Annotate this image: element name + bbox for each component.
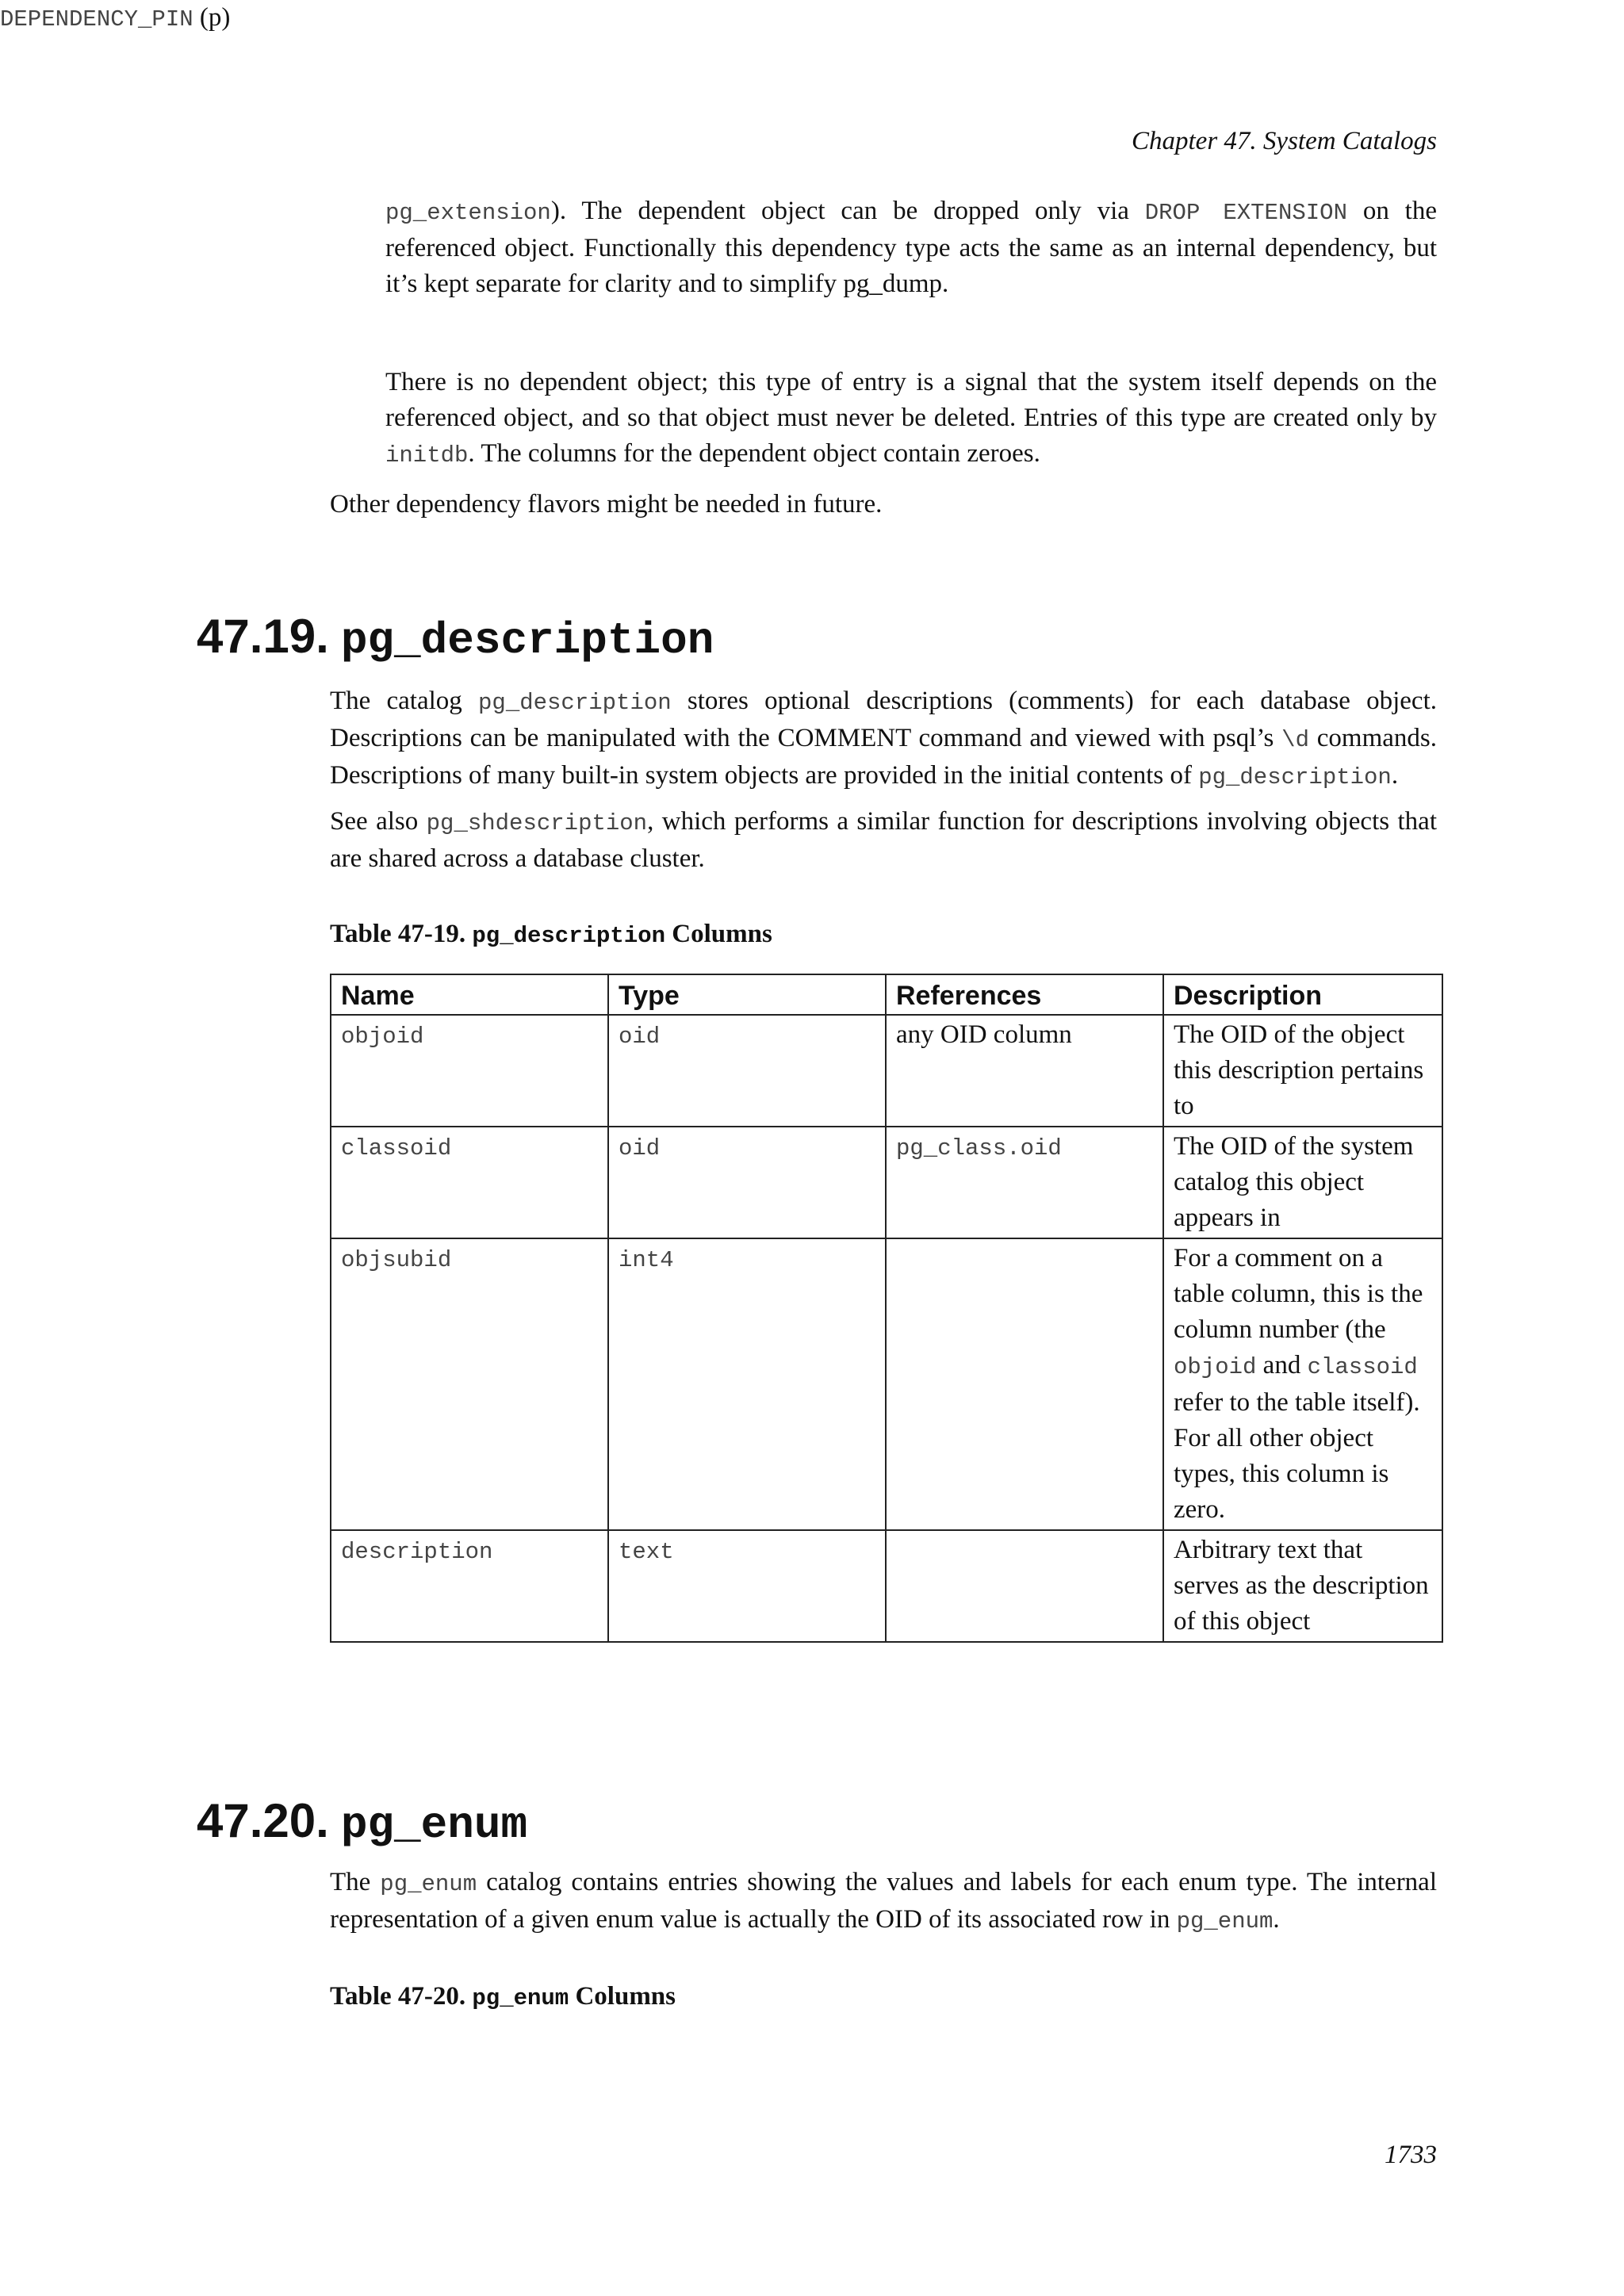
cell-type (608, 1530, 886, 1642)
section-heading-pg-description (197, 609, 714, 668)
inline-code: pg_class.oid (896, 1135, 1062, 1161)
inline-code: objoid (1174, 1354, 1257, 1380)
table-caption-47-20 (330, 1982, 676, 2011)
text-run: . (1391, 761, 1399, 790)
text-run: Columns (665, 920, 772, 948)
text-run: Table 47-20. (330, 1982, 473, 2011)
pg-enum-intro-paragraph (330, 1865, 1437, 1939)
text-run: on the referenced object. Functionally this dependency type acts the same as an internal dependency, but it’s kept separate for clarity and to simplify pg_dump. (385, 197, 1437, 298)
inline-code: pg_enum (1176, 1908, 1274, 1934)
cell-type (608, 1127, 886, 1238)
text-run: The (330, 1868, 381, 1896)
text-run: The catalog (330, 687, 479, 715)
other-flavors-paragraph: Other dependency flavors might be needed in future. (330, 490, 883, 519)
cell-description (1163, 1238, 1442, 1530)
text-run: See also (330, 807, 427, 836)
inline-code: int4 (619, 1247, 674, 1273)
cell-references: any OID column (886, 1015, 1163, 1127)
inline-code: initdb (385, 442, 469, 469)
inline-code: objoid (341, 1024, 424, 1050)
inline-code: pg_description (472, 923, 666, 949)
inline-code: pg_shdescription (426, 810, 648, 836)
inline-code: pg_description (1198, 764, 1392, 790)
cell-references (886, 1238, 1163, 1530)
text-run: catalog contains entries showing the values and labels for each enum type. The internal representation of a given enum value is actually the OID of its associated row in (330, 1868, 1437, 1934)
section-number: 47.20. (197, 1794, 329, 1847)
inline-code: oid (619, 1135, 661, 1161)
text-run: stores optional descriptions (comments) for each database object. Descriptions can be manipulated with the COMMENT command and viewed with psql’s (330, 687, 1437, 752)
pg-description-intro-paragraph (330, 683, 1437, 795)
inline-code: description (341, 1539, 493, 1565)
dependency-pin-paragraph (385, 365, 1437, 473)
inline-code: pg_enum (380, 1871, 477, 1897)
table-row (331, 1238, 1442, 1530)
inline-code: \d (1281, 727, 1309, 753)
column-header: Type (608, 974, 886, 1015)
cell-type (608, 1015, 886, 1127)
text-run: refer to the table itself). For all other object types, this column is zero. (1174, 1388, 1420, 1524)
inline-code: objsubid (341, 1247, 452, 1273)
running-header: Chapter 47. System Catalogs (1132, 127, 1437, 155)
inline-code: pg_enum (472, 1985, 569, 2011)
page-number: 1733 (1385, 2141, 1437, 2169)
column-header: References (886, 974, 1163, 1015)
cell-name (331, 1015, 608, 1127)
column-header: Name (331, 974, 608, 1015)
text-run: Columns (569, 1982, 676, 2011)
text-run: ). The dependent object can be dropped only via (550, 197, 1145, 225)
inline-code: classoid (341, 1135, 452, 1161)
inline-code: pg_extension (385, 200, 551, 226)
dependency-pin-term (0, 0, 1624, 37)
cell-references (886, 1127, 1163, 1238)
inline-code: classoid (1307, 1354, 1418, 1380)
text-run: . (1273, 1905, 1280, 1934)
cell-description: The OID of the object this description pertains to (1163, 1015, 1442, 1127)
dependency-extension-paragraph (385, 193, 1437, 302)
text-run: , which performs a similar function for descriptions involving objects that are shared across a database cluster. (330, 807, 1437, 873)
cell-name (331, 1530, 608, 1642)
cell-description: The OID of the system catalog this object appears in (1163, 1127, 1442, 1238)
section-number: 47.19. (197, 610, 329, 663)
pg-description-columns-table (330, 974, 1443, 1643)
table-header-row (331, 974, 1442, 1015)
table-row (331, 1015, 1442, 1127)
cell-description: Arbitrary text that serves as the description of this object (1163, 1530, 1442, 1642)
text-run: Table 47-19. (330, 920, 473, 948)
inline-code: pg_description (478, 690, 672, 716)
text-run: . The columns for the dependent object contain zeroes. (468, 439, 1040, 468)
inline-code: text (619, 1539, 674, 1565)
table-row (331, 1530, 1442, 1642)
table-row (331, 1127, 1442, 1238)
text-run: There is no dependent object; this type of entry is a signal that the system itself depends on the referenced object, and so that object must never be deleted. Entries of this type are created only by (385, 368, 1437, 432)
inline-code: DROP EXTENSION (1144, 200, 1347, 226)
column-header: Description (1163, 974, 1442, 1015)
section-heading-pg-enum (197, 1793, 527, 1853)
cell-name (331, 1127, 608, 1238)
section-title: pg_enum (340, 1800, 528, 1850)
table-caption-47-19 (330, 920, 772, 949)
section-title: pg_description (340, 615, 714, 666)
inline-code: oid (619, 1024, 661, 1050)
text-run: commands. Descriptions of many built-in system objects are provided in the initial contents of (330, 724, 1437, 790)
cell-references (886, 1530, 1163, 1642)
see-also-paragraph (330, 804, 1437, 877)
inline-code: DEPENDENCY_PIN (0, 6, 193, 33)
text-run: (p) (193, 3, 231, 32)
cell-name (331, 1238, 608, 1530)
text-run: For a comment on a table column, this is the column number (the (1174, 1244, 1423, 1344)
cell-type (608, 1238, 886, 1530)
text-run: and (1256, 1351, 1308, 1380)
